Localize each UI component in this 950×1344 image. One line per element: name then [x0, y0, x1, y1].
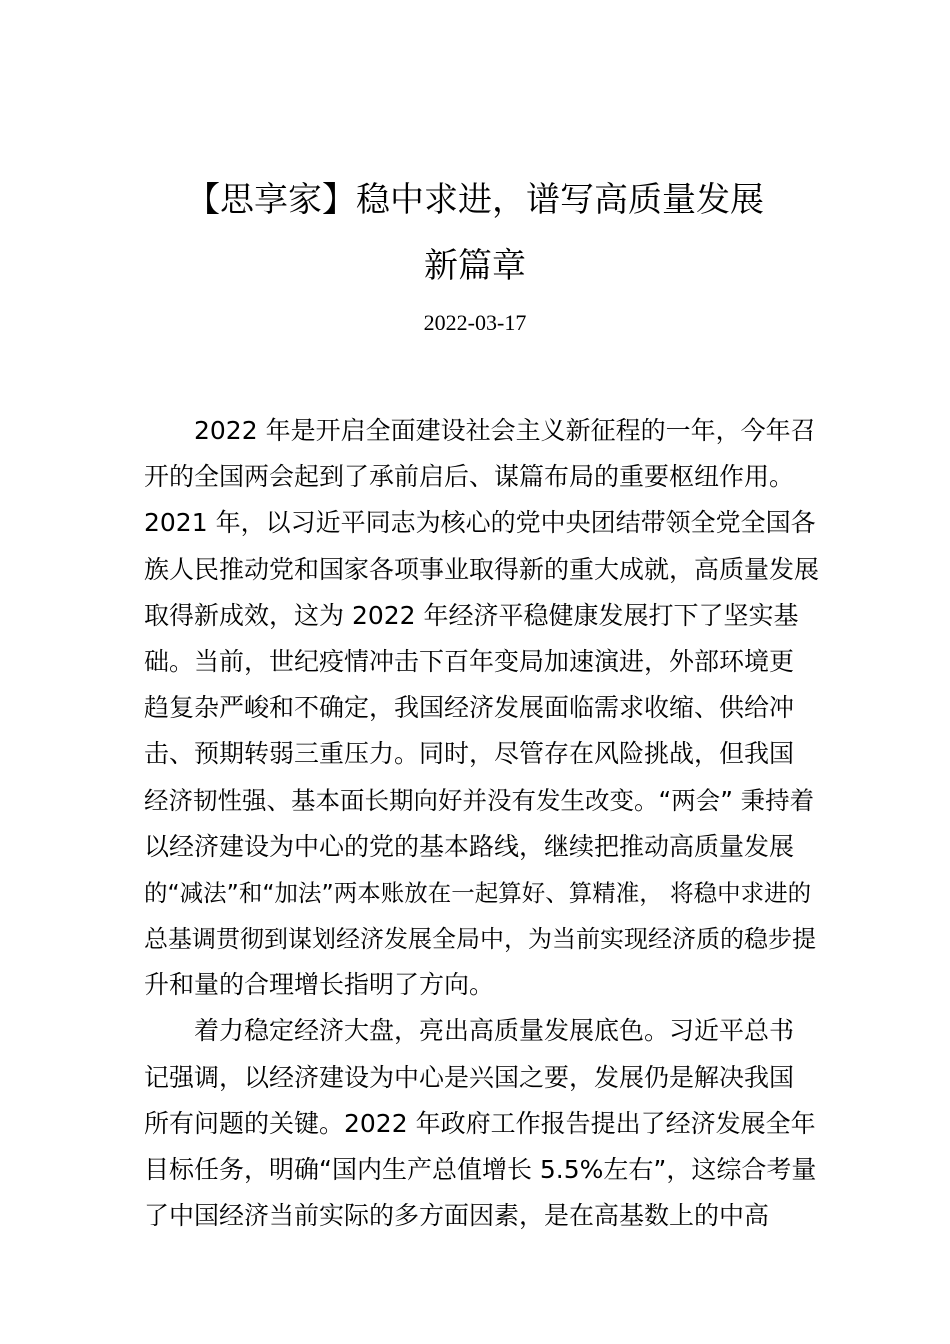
paragraph-line: 总基调贯彻到谋划经济发展全局中，为当前实现经济质的稳步提: [144, 925, 816, 954]
paragraph-line: 以经济建设为中心的党的基本路线，继续把推动高质量发展: [144, 831, 795, 861]
paragraph-line: 升和量的合理增长指明了方向。: [144, 970, 495, 1000]
paragraph-line: 2021 年，以习近平同志为核心的党中央团结带领全党全国各: [144, 508, 816, 538]
paragraph-line: 目标任务，明确“国内生产总值增长 5.5%左右”，这综合考量: [144, 1155, 817, 1184]
paragraph-line: 所有问题的关键。2022 年政府工作报告提出了经济发展全年: [144, 1108, 816, 1138]
paragraph-2: [144, 1008, 824, 1239]
paragraph-line: 趋复杂严峻和不确定，我国经济发展面临需求收缩、供给冲: [144, 693, 795, 723]
paragraph-line: 础。当前，世纪疫情冲击下百年变局加速演进，外部环境更: [144, 646, 795, 676]
paragraph-1: [144, 408, 824, 1008]
paragraph-line: 经济韧性强、基本面长期向好并没有发生改变。“两会” 秉持着: [144, 785, 815, 815]
paragraph-line: 着力稳定经济大盘，亮出高质量发展底色。习近平总书: [194, 1016, 795, 1046]
paragraph-line: 开的全国两会起到了承前启后、谋篇布局的重要枢纽作用。: [144, 462, 795, 492]
paragraph-line: 族人民推动党和国家各项事业取得新的重大成就，高质量发展: [144, 554, 820, 584]
paragraph-line: 击、预期转弱三重压力。同时，尽管存在风险挑战，但我国: [144, 739, 795, 769]
paragraph-line: 2022 年是开启全面建设社会主义新征程的一年，今年召: [194, 416, 816, 445]
paragraph-line: 记强调，以经济建设为中心是兴国之要，发展仍是解决我国: [144, 1062, 795, 1092]
paragraph-line: 取得新成效，这为 2022 年经济平稳健康发展打下了坚实基: [144, 600, 799, 630]
publish-date: 2022-03-17: [423, 310, 527, 335]
article-body: [144, 408, 824, 1239]
paragraph-line: 的“减法”和“加法”两本账放在一起算好、算精准， 将稳中求进的: [144, 878, 812, 907]
document-title-line-2: 新篇章: [424, 246, 526, 286]
paragraph-line: 了中国经济当前实际的多方面因素，是在高基数上的中高: [144, 1201, 770, 1231]
document-title-line-1: 【思享家】稳中求进，谱写高质量发展: [186, 180, 764, 220]
